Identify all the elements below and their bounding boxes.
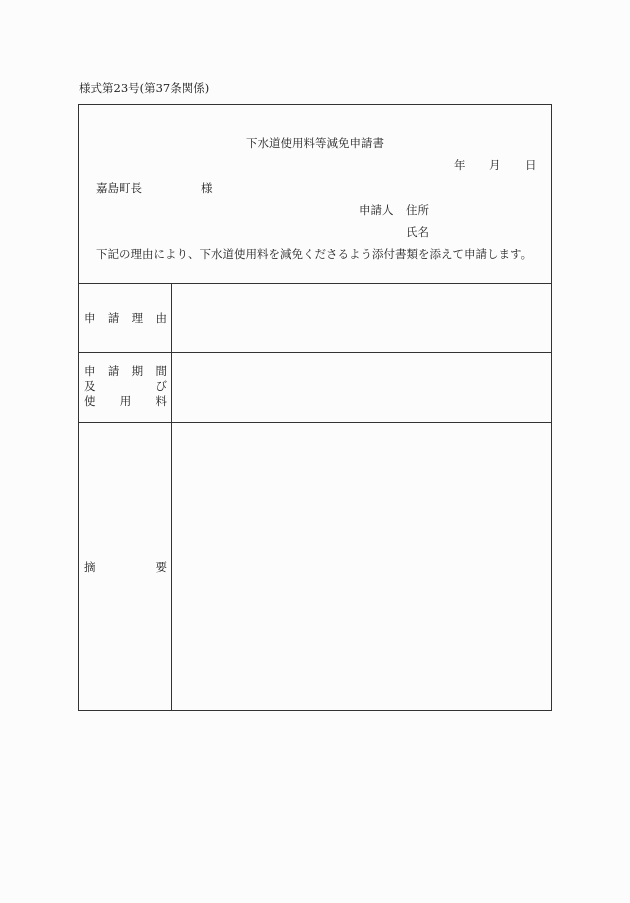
period-label — [84, 364, 167, 409]
form-number: 様式第23号(第37条関係) — [79, 81, 210, 95]
name-label: 氏名 — [406, 225, 429, 239]
application-statement: 下記の理由により、下水道使用料を減免くださるよう添付書類を添えて申請します。 — [96, 247, 533, 261]
address-label: 住所 — [406, 203, 429, 217]
label-char: 請 — [107, 311, 120, 325]
label-char: 理 — [131, 311, 144, 325]
label-char: 料 — [155, 394, 167, 408]
label-char: 間 — [155, 364, 167, 378]
addressee: 嘉島町長 — [96, 181, 142, 195]
summary-field[interactable] — [173, 423, 551, 710]
label-char: 摘 — [84, 560, 96, 574]
label-char: び — [155, 379, 167, 393]
label-char: 要 — [155, 560, 167, 574]
date-year-label: 年 — [454, 158, 466, 172]
application-form — [78, 104, 552, 711]
form-title: 下水道使用料等減免申請書 — [246, 136, 384, 150]
label-char: 期 — [131, 364, 144, 378]
date-day-label: 日 — [525, 158, 537, 172]
reason-field[interactable] — [173, 284, 551, 352]
applicant-label: 申請人 — [359, 203, 394, 217]
label-char: 由 — [155, 311, 167, 325]
reason-label — [84, 311, 167, 326]
column-divider — [171, 283, 172, 710]
label-char: 申 — [84, 364, 96, 378]
label-char: 請 — [107, 364, 120, 378]
honorific: 様 — [201, 181, 213, 195]
period-fee-field[interactable] — [173, 353, 551, 422]
label-char: 用 — [119, 394, 132, 408]
summary-label — [84, 560, 167, 575]
date-month-label: 月 — [489, 158, 501, 172]
label-char: 申 — [84, 311, 96, 325]
label-char: 使 — [84, 394, 96, 408]
label-char: 及 — [84, 379, 96, 393]
